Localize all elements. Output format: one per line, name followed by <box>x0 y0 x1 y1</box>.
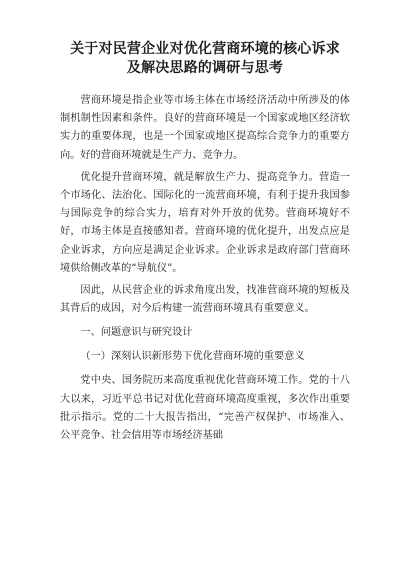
subsection-heading: （一）深刻认识新形势下优化营商环境的重要意义 <box>80 351 305 363</box>
paragraph-1: 营商环境是指企业等市场主体在市场经济活动中所涉及的体制机制性因素和条件。良好的营商环境是一个国家或地区经济软实力的重要体现，也是一个国家或地区提高综合竞争力的重要方向。好的营商环境就是生产力、竞争力。 <box>60 95 350 161</box>
paragraph-2: 优化提升营商环境，就是解放生产力、提高竞争力。营造一个市场化、法治化、国际化的一流营商环境，有利于提升我国参与国际竞争的综合实力，培育对外开放的优势。营商环境好不好，市场主体是直接感知者。营商环境的优化提升，出发点应是企业诉求，方向应是满足企业诉求。企业诉求是政府部门营商环境供给侧改革的“导航仪”。 <box>60 171 350 274</box>
document-body <box>60 92 350 445</box>
title-line-1: 关于对民营企业对优化营商环境的核心诉求 <box>70 41 340 57</box>
paragraph-4: 党中央、国务院历来高度重视优化营商环境工作。党的十八大以来，习近平总书记对优化营商环境高度重视，多次作出重要批示指示。党的二十大报告指出，“完善产权保护、市场准入、公平竞争、社会信用等市场经济基础 <box>60 375 350 442</box>
title-line-2: 及解决思路的调研与思考 <box>126 60 284 76</box>
document-title <box>60 0 350 78</box>
section-heading: 一、问题意识与研究设计 <box>80 327 193 339</box>
paragraph-3: 因此，从民营企业的诉求角度出发，找准营商环境的短板及其背后的成因，对今后构建一流营商环境具有重要意义。 <box>60 285 350 315</box>
